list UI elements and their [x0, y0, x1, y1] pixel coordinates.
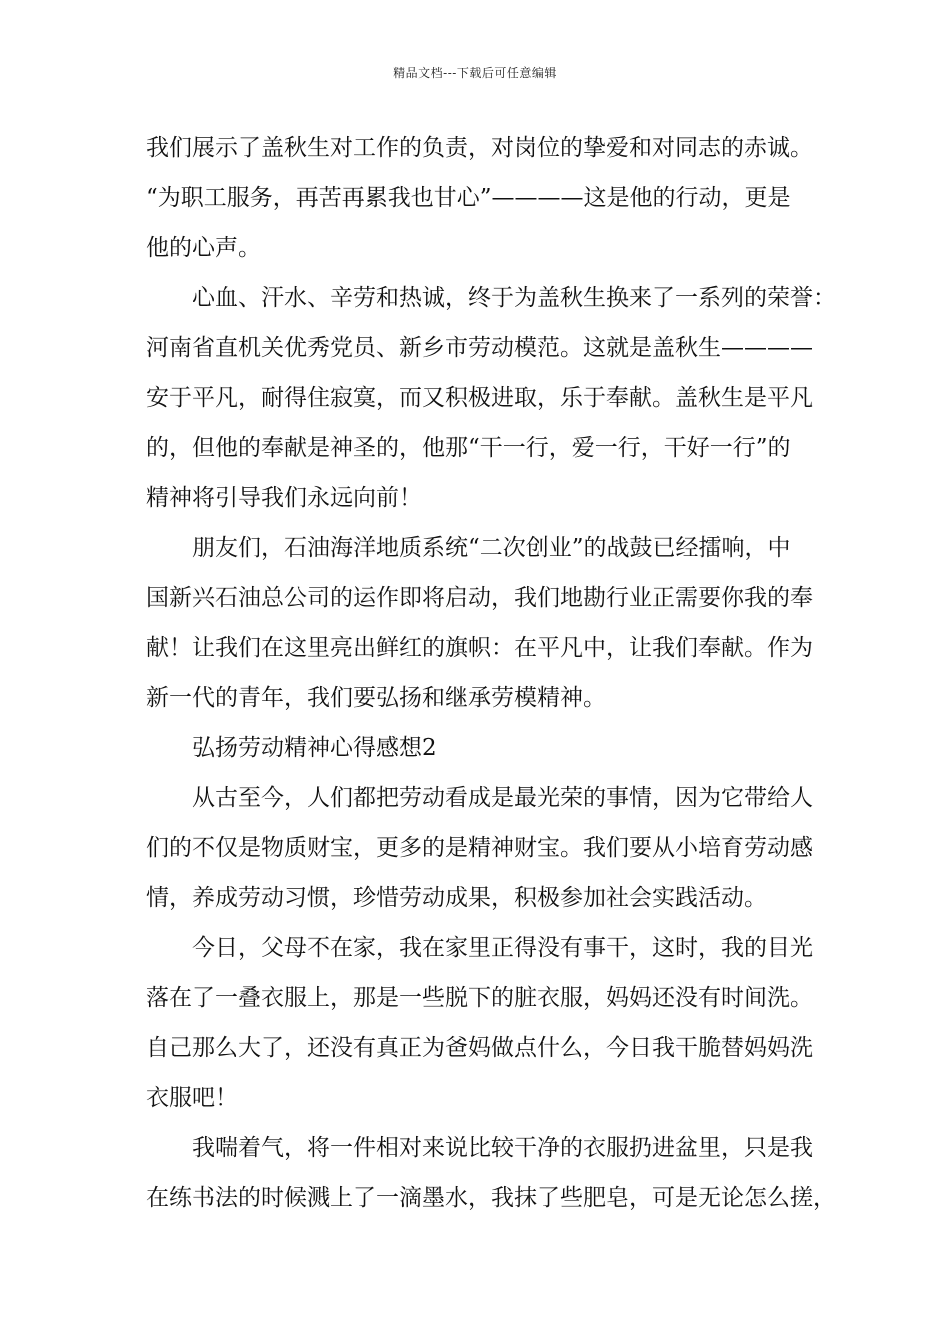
paragraph-start-line: 朋友们，石油海洋地质系统“二次创业”的战鼓已经擂响，中 [192, 535, 791, 561]
text-line: 落在了一叠衣服上，那是一些脱下的脏衣服，妈妈还没有时间洗。 [146, 985, 813, 1011]
text-line: 安于平凡，耐得住寂寞，而又积极进取，乐于奉献。盖秋生是平凡 [146, 385, 813, 411]
text-line: 他的心声。 [146, 235, 261, 261]
text-line: 新一代的青年，我们要弘扬和继承劳模精神。 [146, 685, 606, 711]
paragraph-start-line: 我喘着气，将一件相对来说比较干净的衣服扔进盆里，只是我 [192, 1135, 813, 1161]
text-line: 们的不仅是物质财宝，更多的是精神财宝。我们要从小培育劳动感 [146, 835, 813, 861]
paragraph-start-line: 从古至今，人们都把劳动看成是最光荣的事情，因为它带给人 [192, 785, 813, 811]
text-line: 精神将引导我们永远向前！ [146, 485, 422, 511]
section-heading: 弘扬劳动精神心得感想2 [192, 735, 437, 761]
paragraph-start-line: 心血、汗水、辛劳和热诚，终于为盖秋生换来了一系列的荣誉： [192, 285, 836, 311]
text-line: 的，但他的奉献是神圣的，他那“干一行，爱一行，干好一行”的 [146, 435, 791, 461]
page-header: 精品文档---下载后可任意编辑 [393, 66, 557, 80]
paragraph-start-line: 今日，父母不在家，我在家里正得没有事干，这时，我的目光 [192, 935, 813, 961]
text-line: 我们展示了盖秋生对工作的负责，对岗位的挚爱和对同志的赤诚。 [146, 135, 813, 161]
text-line: 衣服吧！ [146, 1085, 238, 1111]
text-line: “为职工服务，再苦再累我也甘心”————这是他的行动，更是 [146, 185, 791, 211]
text-line: 自己那么大了，还没有真正为爸妈做点什么，今日我干脆替妈妈洗 [146, 1035, 813, 1061]
text-line: 国新兴石油总公司的运作即将启动，我们地勘行业正需要你我的奉 [146, 585, 813, 611]
document-body [146, 128, 836, 1228]
text-line: 情，养成劳动习惯，珍惜劳动成果，积极参加社会实践活动。 [146, 885, 767, 911]
text-line: 在练书法的时候溅上了一滴墨水，我抹了些肥皂，可是无论怎么搓， [146, 1185, 836, 1211]
text-line: 献！让我们在这里亮出鲜红的旗帜：在平凡中，让我们奉献。作为 [146, 635, 813, 661]
text-line: 河南省直机关优秀党员、新乡市劳动模范。这就是盖秋生———— [146, 335, 813, 361]
